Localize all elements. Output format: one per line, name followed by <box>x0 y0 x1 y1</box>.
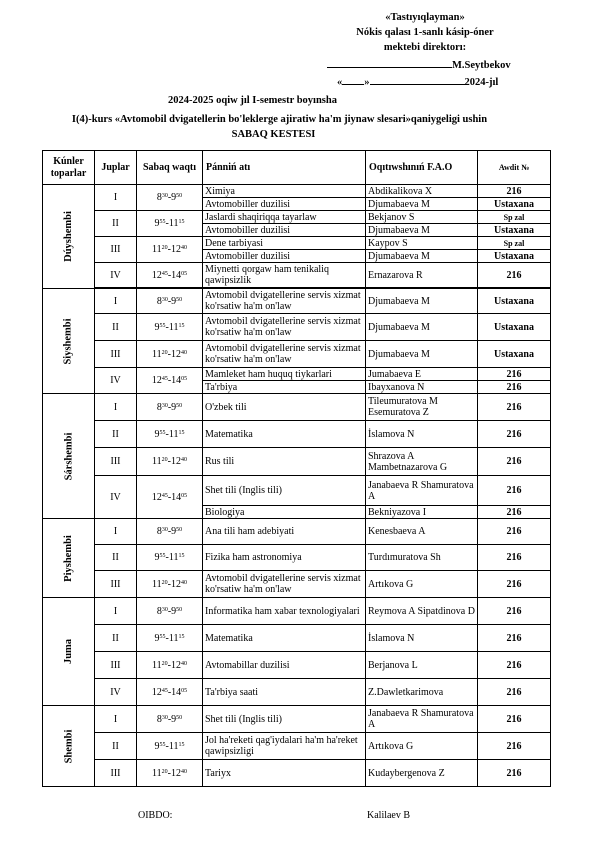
table-row: III $11^{20}-12^{40}$ Tariyx Kudaybergenova Z 216 <box>43 760 551 787</box>
table-row: Avtomobiller duzilisi Djumabaeva M Ustaxana <box>43 198 551 211</box>
header-pair: Juplar <box>95 151 137 185</box>
table-row: IV $12^{45}-14^{05}$ Mamleket ham huquq tiykarlari Jumabaeva E 216 <box>43 368 551 381</box>
table-row: Juma I $8^{30}-9^{50}$ Informatika ham xabar texnologiyalari Reymova A Sipatdinova D 216 <box>43 598 551 625</box>
document-subtitle: SABAQ KESTESI <box>231 129 316 140</box>
table-row: Biologiya Bekniyazova I 216 <box>43 506 551 519</box>
table-row: II $9^{55}-11^{15}$ Fizika ham astronomiya Turdımuratova Sh 216 <box>43 545 551 571</box>
table-row: Dúyshembi I $8^{30}-9^{50}$ Ximiya Abdikalikova X 216 <box>43 185 551 198</box>
academic-year: 2024-2025 oqiw jıl I-semestr boyınsha <box>168 95 337 106</box>
approval-position: mektebi direktorı: <box>383 42 467 53</box>
director-name: M.Seytbekov <box>452 60 511 71</box>
table-row: II $9^{55}-11^{15}$ Jaslardi shaqiriqqa tayarlaw Bekjanov S Sp zal <box>43 211 551 224</box>
day-cell: Dúyshembi <box>43 185 95 289</box>
table-row: Siyshembi I $8^{30}-9^{50}$ Avtomobil dvigatellerine servis xizmat ko'rsatiw ha'm on'law Djumabaeva M Ustaxana <box>43 289 551 314</box>
table-row: III $11^{20}-12^{40}$ Avtomabillar duzilisi Berjanova L 216 <box>43 652 551 679</box>
header-day: Kúnler toparlar <box>43 151 95 185</box>
table-row: III $11^{20}-12^{40}$ Dene tarbiyasi Kaypov S Sp zal <box>43 237 551 250</box>
approval-year: 2024-jıl <box>464 77 499 88</box>
table-row: II $9^{55}-11^{15}$ Matematika İslamova N 216 <box>43 625 551 652</box>
footer-oibdo: OIBDO: <box>138 810 173 821</box>
table-row: II $9^{55}-11^{15}$ Matematika İslamova N 216 <box>43 421 551 448</box>
table-row: III $11^{20}-12^{40}$ Avtomobil dvigatellerine servis xizmat ko'rsatiw ha'm on'law Djumabaeva M Ustaxana <box>43 341 551 368</box>
table-row: III $11^{20}-12^{40}$ Avtomobil dvigatellerine servis xizmat ko'rsatiw ha'm on'law Artıkova G 216 <box>43 571 551 598</box>
day-cell: Sárshembi <box>43 394 95 519</box>
director-signature-line <box>327 56 511 71</box>
header-time: Sabaq waqtı <box>137 151 203 185</box>
table-row: III $11^{20}-12^{40}$ Rus tili Shrazova A Mambetnazarova G 216 <box>43 448 551 476</box>
table-row: II $9^{55}-11^{15}$ Avtomobil dvigatellerine servis xizmat ko'rsatiw ha'm on'law Djumabaeva M Ustaxana <box>43 314 551 341</box>
table-row: Piyshembi I $8^{30}-9^{50}$ Ana tili ham adebiyati Kenesbaeva A 216 <box>43 519 551 545</box>
header-teacher: Oqıtıwshınıń F.A.O <box>366 151 478 185</box>
approval-date-line: « » 2024-jıl <box>337 73 498 88</box>
table-row: Ta'rbiya Ibayxanova N 216 <box>43 381 551 394</box>
table-row: Sárshembi I $8^{30}-9^{50}$ O'zbek tili Tileumuratova M Esemuratova Z 216 <box>43 394 551 421</box>
table-row: Shembi I $8^{30}-9^{50}$ Shet tili (Inglis tili) Janabaeva R Shamuratova A 216 <box>43 706 551 733</box>
table-row: IV $12^{45}-14^{05}$ Miynetti qorgaw ham tenikaliq qawipsizlik Ernazarova R 216 <box>43 263 551 288</box>
footer-signer: Kalilaev B <box>367 810 411 821</box>
table-row: IV $12^{45}-14^{05}$ Shet tili (Inglis tili) Janabaeva R Shamuratova A 216 <box>43 476 551 506</box>
document-title: I(4)-kurs «Avtomobil dvigatellerin bo'leklerge ajiratiw ha'm jiynaw slesari»qaniygeligi ushin <box>71 114 488 125</box>
table-row: Avtomobiller duzilisi Djumabaeva M Ustaxana <box>43 224 551 237</box>
day-cell: Shembi <box>43 706 95 787</box>
table-row: Avtomobiller duzilisi Djumabaeva M Ustaxana <box>43 250 551 263</box>
table-row: IV $12^{45}-14^{05}$ Ta'rbiya saati Z.Dawletkarimova 216 <box>43 679 551 706</box>
approval-title: «Tastıyıqlayman» <box>385 12 465 23</box>
day-cell: Siyshembi <box>43 289 95 394</box>
header-room: Awdit № <box>478 151 551 185</box>
header-subject: Pánniń atı <box>203 151 366 185</box>
table-row: II $9^{55}-11^{15}$ Jol ha'reketi qag'iydalari ha'm ha'reket qawipsizligi Artıkova G 216 <box>43 733 551 760</box>
approval-school: Nókis qalası 1-sanlı kásip-óner <box>356 27 494 38</box>
day-cell: Juma <box>43 598 95 706</box>
day-cell: Piyshembi <box>43 519 95 598</box>
table-header-row <box>43 151 551 185</box>
schedule-table <box>42 150 551 787</box>
